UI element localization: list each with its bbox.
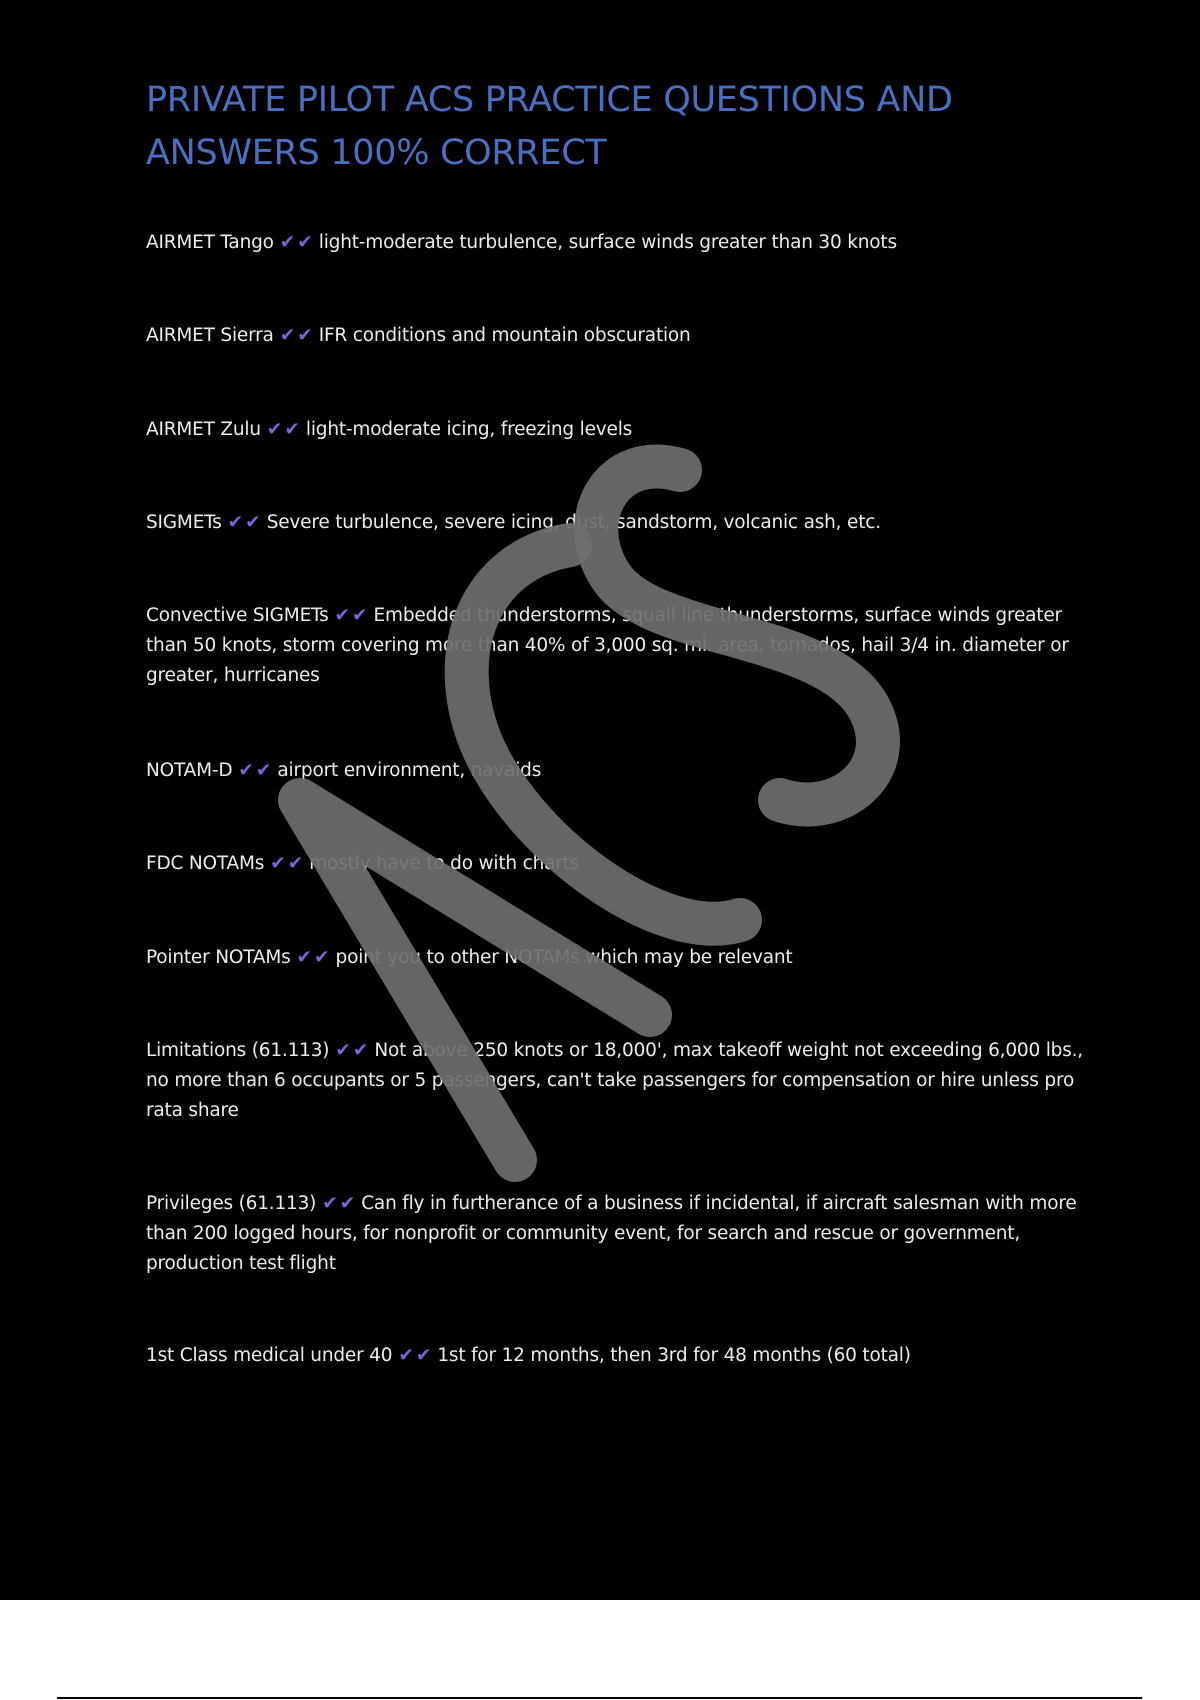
double-checkmark-icon: ✔✔: [270, 853, 306, 874]
qa-definition: Severe turbulence, severe icing, dust, sandstorm, volcanic ash, etc.: [266, 512, 881, 533]
qa-term: 1st Class medical under 40: [146, 1345, 393, 1366]
qa-definition: 1st for 12 months, then 3rd for 48 months (60 total): [437, 1345, 911, 1366]
qa-item: [146, 756, 1096, 786]
qa-item: [146, 1189, 1096, 1279]
qa-term: NOTAM-D: [146, 760, 233, 781]
double-checkmark-icon: ✔✔: [227, 512, 263, 533]
qa-definition: airport environment, navaids: [277, 760, 542, 781]
qa-item: [146, 228, 1096, 258]
qa-item: [146, 1036, 1096, 1126]
qa-item: [146, 321, 1096, 351]
qa-item: [146, 943, 1096, 973]
footer-divider: [57, 1697, 1142, 1699]
qa-item: [146, 849, 1096, 879]
qa-definition: IFR conditions and mountain obscuration: [318, 325, 691, 346]
qa-definition: light-moderate turbulence, surface winds greater than 30 knots: [318, 232, 897, 253]
double-checkmark-icon: ✔✔: [238, 760, 274, 781]
qa-term: Convective SIGMETs: [146, 605, 329, 626]
double-checkmark-icon: ✔✔: [334, 605, 370, 626]
qa-term: AIRMET Tango: [146, 232, 274, 253]
qa-item: [146, 601, 1096, 691]
double-checkmark-icon: ✔✔: [279, 232, 315, 253]
page-footer: [0, 1600, 1200, 1700]
qa-definition: light-moderate icing, freezing levels: [305, 419, 633, 440]
qa-definition: mostly have to do with charts: [309, 853, 580, 874]
double-checkmark-icon: ✔✔: [266, 419, 302, 440]
qa-item: [146, 415, 1096, 445]
double-checkmark-icon: ✔✔: [398, 1345, 434, 1366]
qa-term: AIRMET Sierra: [146, 325, 274, 346]
double-checkmark-icon: ✔✔: [296, 947, 332, 968]
qa-term: Pointer NOTAMs: [146, 947, 291, 968]
qa-definition: point you to other NOTAMs which may be relevant: [335, 947, 793, 968]
double-checkmark-icon: ✔✔: [279, 325, 315, 346]
qa-definition: Not above 250 knots or 18,000', max takeoff weight not exceeding 6,000 lbs., no more than 6 occupants or 5 passengers, can't take passengers for compensation or hire unless pro rata share: [146, 1040, 1083, 1121]
qa-term: Privileges (61.113): [146, 1193, 317, 1214]
qa-definition: Can fly in furtherance of a business if incidental, if aircraft salesman with more than 200 logged hours, for nonprofit or community event, for search and rescue or government, production test flight: [146, 1193, 1077, 1274]
qa-term: SIGMETs: [146, 512, 222, 533]
qa-term: FDC NOTAMs: [146, 853, 265, 874]
document-title: PRIVATE PILOT ACS PRACTICE QUESTIONS AND ANSWERS 100% CORRECT: [146, 80, 953, 173]
qa-item: [146, 508, 1096, 538]
qa-definition: Embedded thunderstorms, squall line thunderstorms, surface winds greater than 50 knots, storm covering more than 40% of 3,000 sq. mi. area, tornados, hail 3/4 in. diameter or greater, hurricanes: [146, 605, 1069, 686]
qa-term: AIRMET Zulu: [146, 419, 261, 440]
double-checkmark-icon: ✔✔: [335, 1040, 371, 1061]
double-checkmark-icon: ✔✔: [322, 1193, 358, 1214]
qa-term: Limitations (61.113): [146, 1040, 330, 1061]
qa-item: [146, 1341, 1096, 1371]
